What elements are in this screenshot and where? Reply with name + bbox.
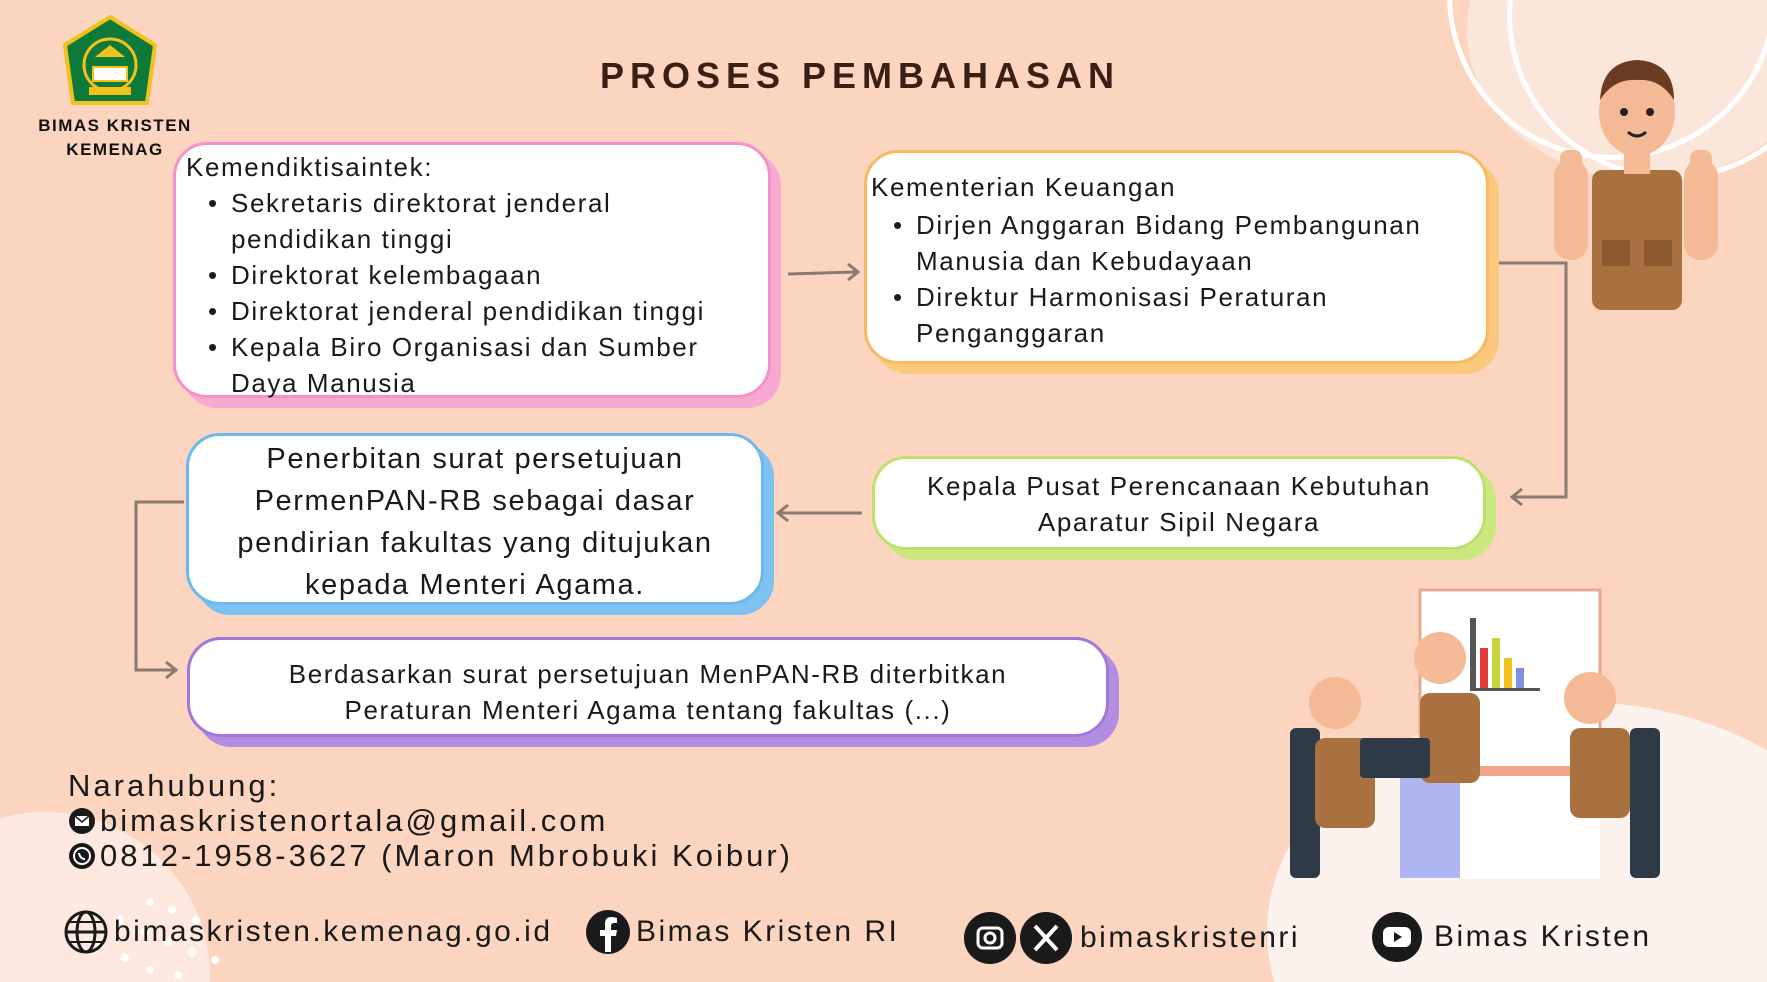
contact-email-row xyxy=(68,803,793,838)
footer-website[interactable] xyxy=(62,908,553,956)
logo-line1: BIMAS KRISTEN xyxy=(38,116,192,135)
card-kemendikti xyxy=(173,142,771,398)
arrow-card1-to-card2 xyxy=(788,272,856,274)
card-list xyxy=(186,185,760,401)
logo-line2: KEMENAG xyxy=(66,140,164,159)
email-icon xyxy=(68,807,96,835)
footer-facebook[interactable] xyxy=(584,908,899,956)
x-icon xyxy=(1018,910,1074,966)
footer-youtube-text: Bimas Kristen xyxy=(1434,920,1652,953)
card-heading: Kementerian Keuangan xyxy=(871,172,1177,202)
card-penerbitan xyxy=(186,433,764,605)
footer-youtube[interactable] xyxy=(1370,910,1652,964)
contact-label: Narahubung: xyxy=(68,768,281,803)
list-item: • Sekretaris direktorat jenderal pendidikan tinggi xyxy=(186,185,760,257)
list-item: • Direktorat kelembagaan xyxy=(186,257,760,293)
footer-facebook-text: Bimas Kristen RI xyxy=(636,915,900,948)
meeting-illustration xyxy=(1270,588,1670,898)
card-text: Penerbitan surat persetujuan PermenPAN-RB sebagai dasar pendirian fakultas yang ditujukan kepada Menteri Agama. xyxy=(237,443,713,601)
arrow-card4-to-card5 xyxy=(136,502,184,670)
list-item: • Direktur Harmonisasi Peraturan Penganggaran xyxy=(871,279,1486,351)
contact-email[interactable]: bimaskristenortala@gmail.com xyxy=(100,803,609,838)
card-kepala-pusat xyxy=(872,456,1486,550)
officer-illustration xyxy=(1540,50,1730,310)
contact-phone-row xyxy=(68,838,793,873)
list-item: • Kepala Biro Organisasi dan Sumber Daya Manusia xyxy=(186,329,760,401)
page-title: PROSES PEMBAHASAN xyxy=(599,55,1121,96)
card-text: Berdasarkan surat persetujuan MenPAN-RB diterbitkan Peraturan Menteri Agama tentang fakultas (...) xyxy=(288,659,1008,725)
card-keuangan xyxy=(864,150,1489,364)
list-item: • Dirjen Anggaran Bidang Pembangunan Manusia dan Kebudayaan xyxy=(871,207,1486,279)
youtube-icon xyxy=(1370,910,1424,964)
contact-phone[interactable]: 0812-1958-3627 (Maron Mbrobuki Koibur) xyxy=(100,838,793,873)
card-text: Kepala Pusat Perencanaan Kebutuhan Aparatur Sipil Negara xyxy=(927,471,1431,537)
card-berdasarkan xyxy=(187,637,1109,737)
footer-instagram-x[interactable] xyxy=(962,910,1300,966)
footer-website-text: bimaskristen.kemenag.go.id xyxy=(114,915,553,948)
list-item: • Direktorat jenderal pendidikan tinggi xyxy=(186,293,760,329)
whatsapp-icon xyxy=(68,842,96,870)
contact-section xyxy=(68,768,793,873)
instagram-icon xyxy=(962,910,1018,966)
footer-instagram-x-text: bimaskristenri xyxy=(1080,921,1301,954)
card-heading: Kemendiktisaintek: xyxy=(186,152,434,182)
globe-icon xyxy=(62,908,110,956)
facebook-icon xyxy=(584,908,632,956)
card-list xyxy=(871,207,1486,351)
